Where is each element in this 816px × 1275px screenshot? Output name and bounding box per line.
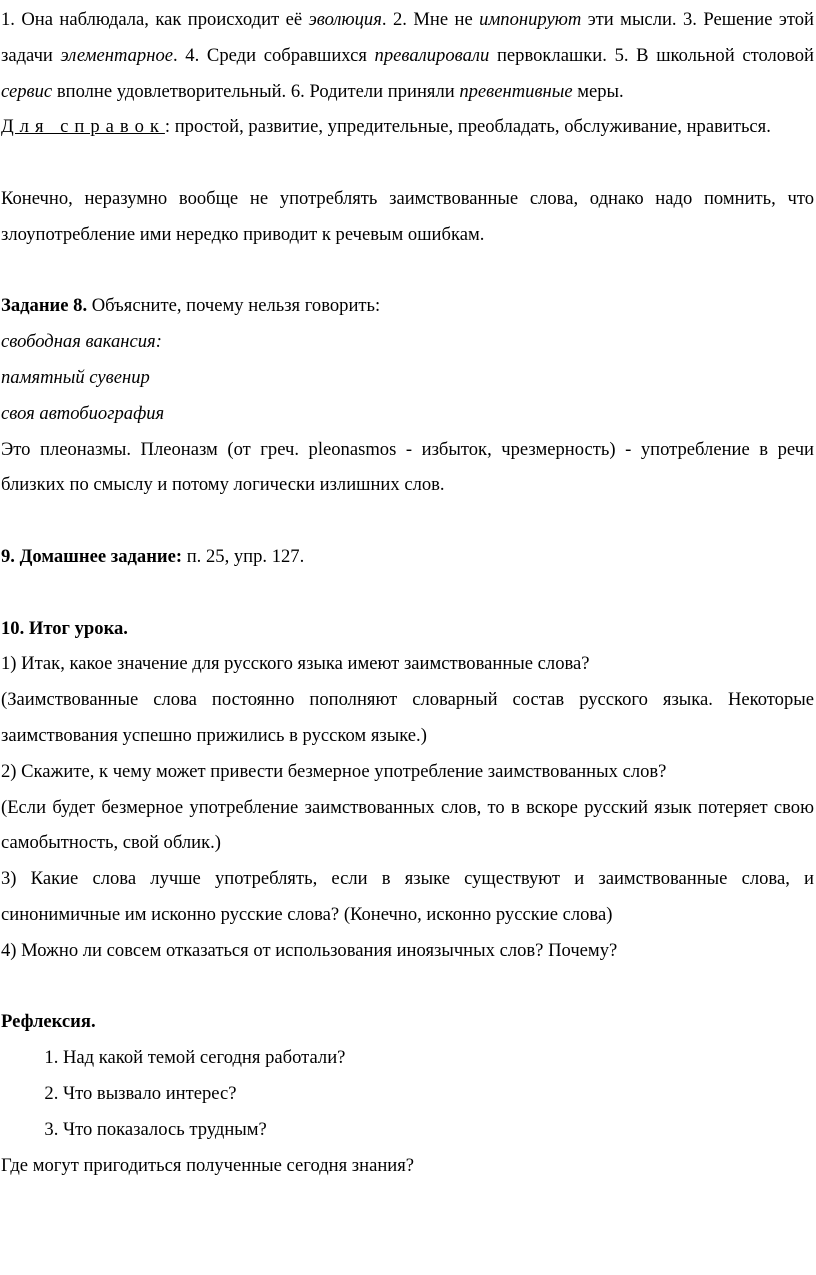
- reflection-item: 3. Что показалось трудным?: [63, 1112, 814, 1148]
- homework-text: п. 25, упр. 127.: [182, 545, 305, 567]
- summary-line: 4) Можно ли совсем отказаться от использования иноязычных слов? Почему?: [1, 939, 618, 961]
- borrowed-words-paragraph: Конечно, неразумно вообще не употреблять заимствованные слова, однако надо помнить, что злоупотребление ими нередко приводит к речевым ошибкам.: [1, 187, 814, 245]
- task8-explanation: Это плеоназмы. Плеоназм (от греч. pleonasmos - избыток, чрезмерность) - употребление в речи близких по смыслу и потому логически излишних слов.: [1, 438, 814, 496]
- term: эволюция: [308, 9, 382, 30]
- term: превентивные: [459, 80, 573, 102]
- example-text: памятный сувенир: [1, 366, 150, 388]
- text: меры.: [572, 80, 624, 102]
- task8-question: Объясните, почему нельзя говорить:: [87, 295, 381, 317]
- summary-title: [1, 611, 814, 647]
- example-text: своя автобиография: [1, 402, 165, 424]
- summary-title-text: 10. Итог урока.: [1, 617, 128, 639]
- summary-line: (Если будет безмерное употребление заимствованных слов, то в вскоре русский язык потеряет свою самобытность, свой облик.): [1, 796, 814, 854]
- summary-line: 1) Итак, какое значение для русского языка имеют заимствованные слова?: [1, 653, 590, 675]
- text: 1. Она наблюдала, как происходит её: [1, 9, 309, 30]
- term: элементарное: [60, 44, 173, 66]
- example: [1, 396, 814, 432]
- exercise-sentences: [1, 2, 814, 109]
- summary-line: 3) Какие слова лучше употреблять, если в языке существуют и заимствованные слова, и синонимичные им исконно русские слова? (Конечно, исконно русские слова): [1, 868, 814, 925]
- task8-title: Задание 8.: [1, 295, 88, 317]
- summary-line: (Заимствованные слова постоянно пополняют словарный состав русского языка. Некоторые заимствования успешно прижились в русском языке.): [1, 689, 814, 746]
- reflection-title-text: Рефлексия.: [1, 1011, 96, 1033]
- reflection-item: 1. Над какой темой сегодня работали?: [63, 1040, 814, 1076]
- term: импонируют: [479, 9, 582, 30]
- reflection-list: [1, 1040, 814, 1147]
- term: сервис: [1, 80, 53, 102]
- example: [1, 360, 814, 396]
- text: . 2. Мне не: [381, 9, 480, 30]
- term: превалировали: [374, 44, 490, 66]
- reflection-item: 2. Что вызвало интерес?: [63, 1076, 814, 1112]
- homework-title: 9. Домашнее задание:: [1, 545, 183, 567]
- example: [1, 324, 814, 360]
- text: . 4. Среди собравшихся: [173, 44, 375, 66]
- task8-heading: [1, 288, 814, 324]
- text: эти мысли. 3. Решение этой задачи: [1, 9, 814, 66]
- reference-text: : простой, развитие, упредительные, преобладать, обслуживание, нравиться.: [164, 116, 771, 138]
- reflection-final: Где могут пригодиться полученные сегодня знания?: [1, 1154, 415, 1176]
- reflection-title: [1, 1004, 814, 1040]
- text: первоклашки. 5. В школьной столовой: [489, 44, 814, 66]
- text: вполне удовлетворительный. 6. Родители приняли: [52, 80, 460, 102]
- summary-line: 2) Скажите, к чему может привести безмерное употребление заимствованных слов?: [1, 760, 667, 782]
- homework: [1, 539, 814, 575]
- reference-label: Для справок: [1, 116, 165, 138]
- reference-words: [1, 109, 814, 145]
- example-text: свободная вакансия:: [1, 331, 162, 353]
